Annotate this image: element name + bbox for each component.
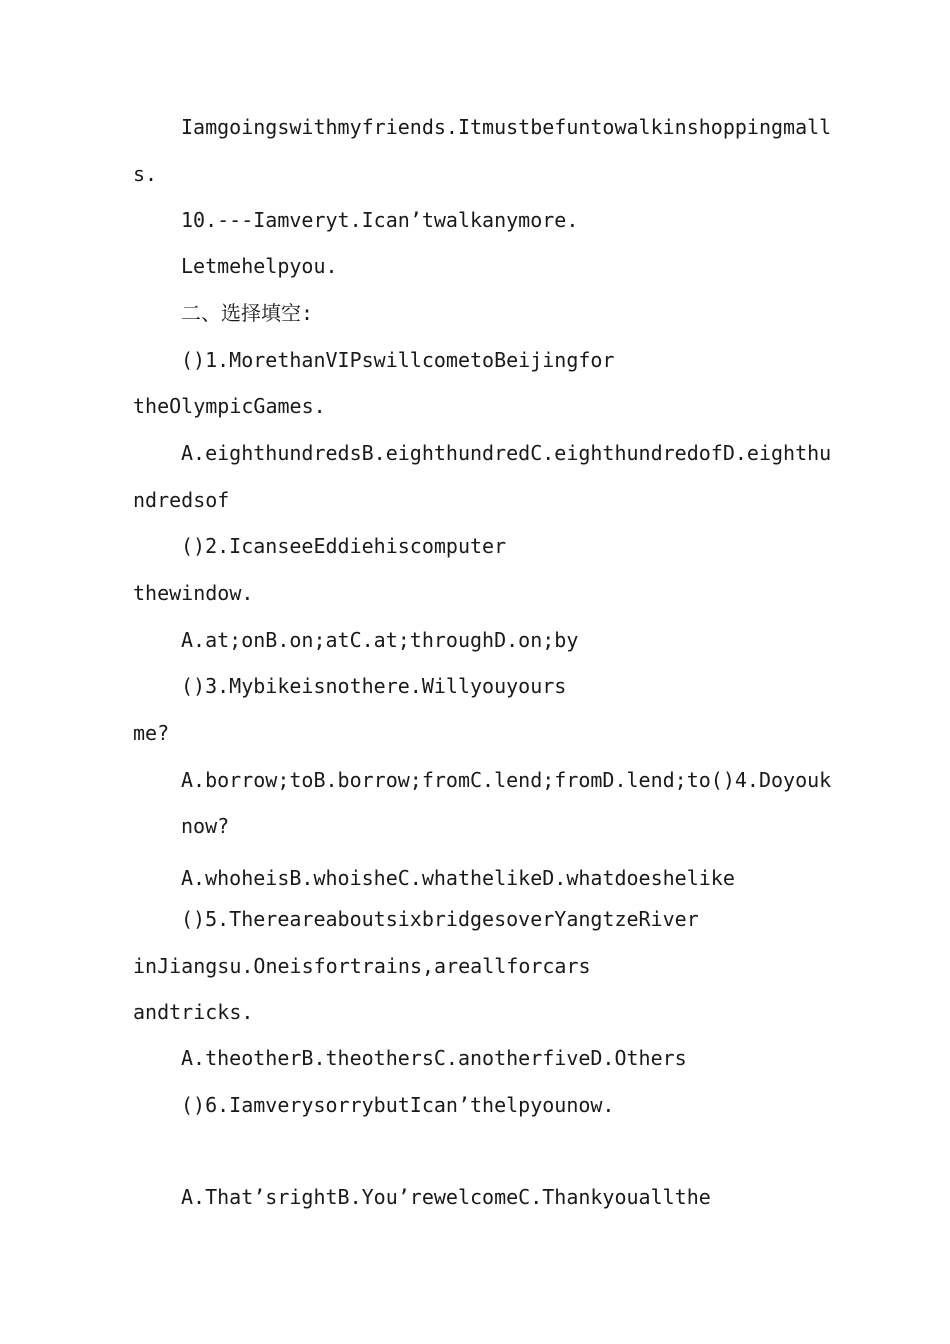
text-line: theOlympicGames. [133,394,326,418]
options-line: A.eighthundredsB.eighthundredC.eighthundredofD.eighthu [181,441,832,465]
section-heading: 二、选择填空: [181,301,314,325]
question-line: ()5.ThereareaboutsixbridgesoverYangtzeRiver [181,907,699,931]
text-line: 10.---Iamveryt.Ican’twalkanymore. [181,208,579,232]
options-line: A.at;onB.on;atC.at;throughD.on;by [181,628,579,652]
options-line: A.whoheisB.whoisheC.whathelikeD.whatdoeshelike [181,866,735,890]
options-line: A.theotherB.theothersC.anotherfiveD.Others [181,1046,687,1070]
text-line: ndredsof [133,488,230,512]
options-line: A.That’srightB.You’rewelcomeC.Thankyouallthe [181,1185,711,1209]
text-line: thewindow. [133,581,254,605]
text-line: Iamgoingswithmyfriends.Itmustbefuntowalkinshoppingmall [181,115,832,139]
question-line: ()3.Mybikeisnothere.Willyouyours [181,674,567,698]
text-line: inJiangsu.Oneisfortrains,areallforcars [133,954,591,978]
question-line: ()1.MorethanVIPswillcometoBeijingfor [181,348,615,372]
options-line: A.borrow;toB.borrow;fromC.lend;fromD.lend;to()4.Doyouk [181,768,832,792]
text-line: me? [133,721,170,745]
question-line: ()6.IamverysorrybutIcan’thelpyounow. [181,1093,615,1117]
text-line: Letmehelpyou. [181,254,338,278]
text-line: s. [133,162,158,186]
question-line: ()2.IcanseeEddiehiscomputer [181,534,507,558]
text-line: now? [181,814,230,838]
text-line: andtricks. [133,1000,254,1024]
